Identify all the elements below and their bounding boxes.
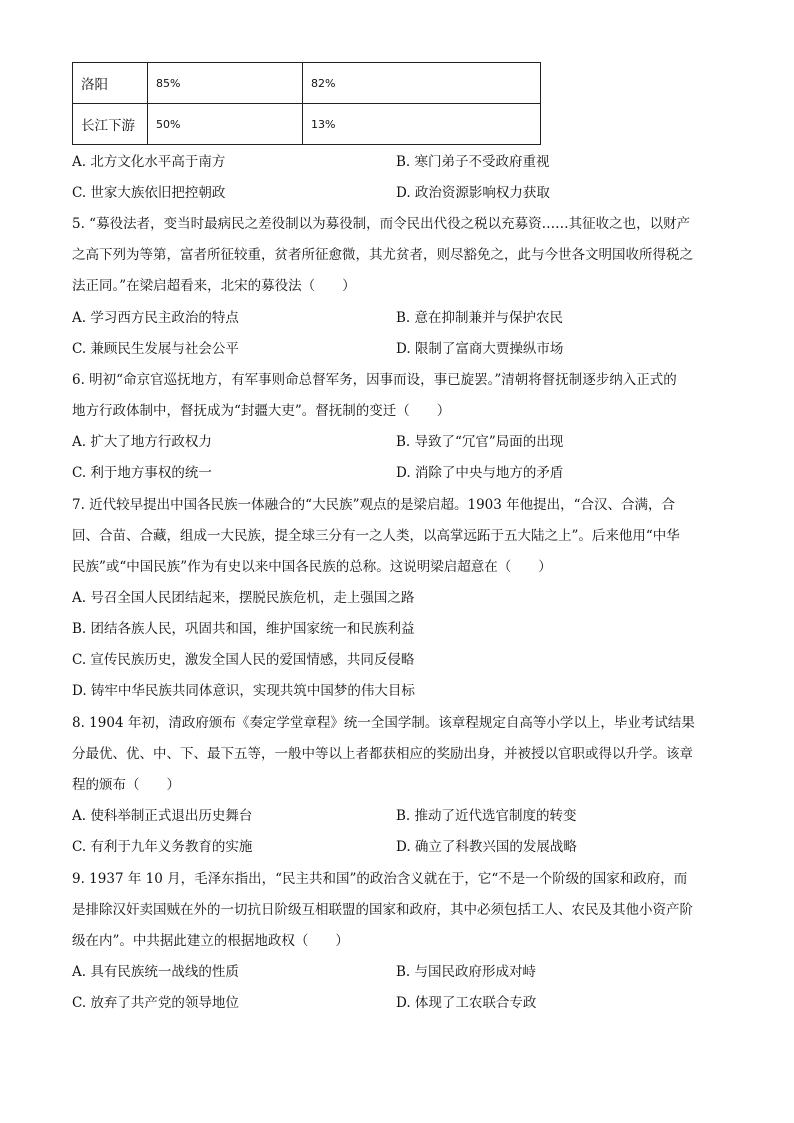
q7-stem-line: 7. 近代较早提出中国各民族一体融合的“大民族”观点的是梁启超。1903 年他提出，“合汉、合满，合 [72, 497, 676, 513]
table-cell: 85% [148, 63, 303, 104]
q5-stem-line: 5. “募役法者，变当时最病民之差役制以为募役制，而令民出代役之税以充募资……其征收之也，以财产 [72, 216, 691, 232]
q8-stem-line: 分最优、优、中、下、最下五等，一般中等以上者都获相应的奖励出身，并被授以官职或得以升学。该章 [72, 746, 693, 762]
q5-option-d: D. 限制了富商大贾操纵市场 [396, 341, 564, 357]
q9-option-c: C. 放弃了共产党的领导地位 [72, 995, 239, 1011]
q4-option-b: B. 寒门弟子不受政府重视 [396, 154, 550, 170]
q5-stem-line: 法正同。”在梁启超看来，北宋的募役法（ ） [72, 278, 356, 294]
q4-option-a: A. 北方文化水平高于南方 [72, 154, 226, 170]
table-row [73, 63, 541, 104]
q9-option-d: D. 体现了工农联合专政 [396, 995, 537, 1011]
table-cell: 长江下游 [73, 104, 148, 145]
q8-option-d: D. 确立了科教兴国的发展战略 [396, 839, 577, 855]
q8-stem-line: 8. 1904 年初，清政府颁布《奏定学堂章程》统一全国学制。该章程规定自高等小学以上，毕业考试结果 [72, 715, 695, 731]
q9-stem-line: 是排除汉奸卖国贼在外的一切抗日阶级互相联盟的国家和政府，其中必须包括工人、农民及其他小资产阶 [72, 902, 693, 918]
q6-option-a: A. 扩大了地方行政权力 [72, 434, 212, 450]
q9-option-b: B. 与国民政府形成对峙 [396, 964, 537, 980]
q7-option-a: A. 号召全国人民团结起来，摆脱民族危机，走上强国之路 [72, 590, 415, 606]
q8-option-c: C. 有利于九年义务教育的实施 [72, 839, 253, 855]
q7-option-b: B. 团结各族人民，巩固共和国，维护国家统一和民族利益 [72, 621, 415, 637]
q8-stem-line: 程的颁布（ ） [72, 777, 180, 793]
q4-option-c: C. 世家大族依旧把控朝政 [72, 185, 226, 201]
q9-stem-line: 9. 1937 年 10 月，毛泽东指出，“民主共和国”的政治含义就在于，它“不是一个阶级的国家和政府，而 [72, 871, 688, 887]
q5-option-a: A. 学习西方民主政治的特点 [72, 310, 239, 326]
q6-option-b: B. 导致了“冗官”局面的出现 [396, 434, 564, 450]
data-table [72, 62, 541, 145]
table-cell: 82% [303, 63, 541, 104]
q7-stem-line: 回、合苗、合藏，组成一大民族，提全球三分有一之人类，以高掌远跖于五大陆之上”。后来他用“中华 [72, 528, 680, 544]
q7-option-d: D. 铸牢中华民族共同体意识，实现共筑中国梦的伟大目标 [72, 683, 415, 699]
q8-option-b: B. 推动了近代选官制度的转变 [396, 808, 577, 824]
table-row [73, 104, 541, 145]
q5-option-b: B. 意在抑制兼并与保护农民 [396, 310, 564, 326]
q6-stem-line: 地方行政体制中，督抚成为“封疆大吏”。督抚制的变迁（ ） [72, 403, 451, 419]
table-cell: 50% [148, 104, 303, 145]
q9-option-a: A. 具有民族统一战线的性质 [72, 964, 239, 980]
q7-stem-line: 民族”或“中国民族”作为有史以来中国各民族的总称。这说明梁启超意在（ ） [72, 559, 552, 575]
table-cell: 13% [303, 104, 541, 145]
q6-option-d: D. 消除了中央与地方的矛盾 [396, 465, 564, 481]
q8-option-a: A. 使科举制正式退出历史舞台 [72, 808, 253, 824]
table-cell: 洛阳 [73, 63, 148, 104]
q9-stem-line: 级在内”。中共据此建立的根据地政权（ ） [72, 933, 349, 949]
q7-option-c: C. 宣传民族历史，激发全国人民的爱国情感，共同反侵略 [72, 652, 415, 668]
q5-option-c: C. 兼顾民生发展与社会公平 [72, 341, 239, 357]
q6-option-c: C. 利于地方事权的统一 [72, 465, 212, 481]
q5-stem-line: 之高下列为等第，富者所征较重，贫者所征愈微，其尤贫者，则尽豁免之，此与今世各文明国收所得税之 [72, 247, 693, 263]
q6-stem-line: 6. 明初“命京官巡抚地方，有军事则命总督军务，因事而设，事已旋罢。”清朝将督抚制逐步纳入正式的 [72, 372, 677, 388]
q4-option-d: D. 政治资源影响权力获取 [396, 185, 550, 201]
